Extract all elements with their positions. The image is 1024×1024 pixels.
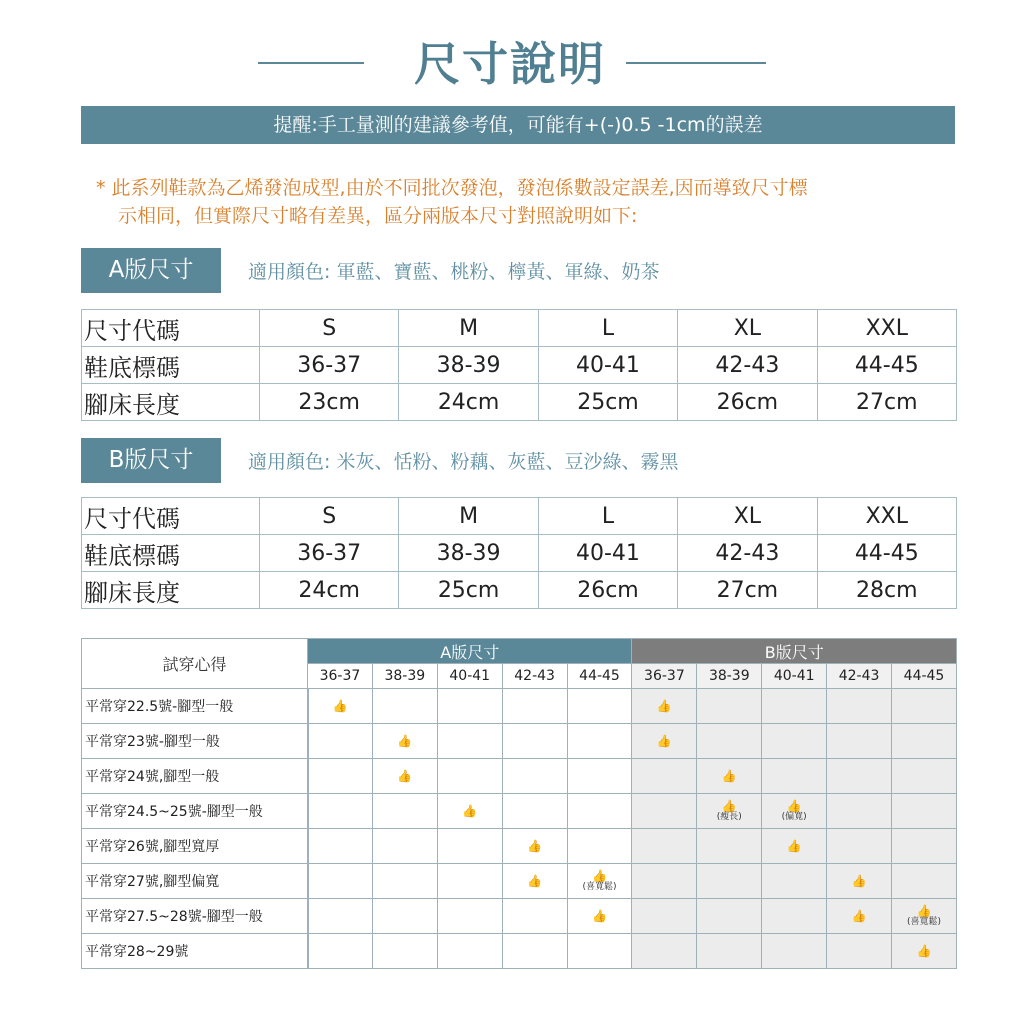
fit-cell-b <box>632 864 697 899</box>
note-line-2: 示相同，但實際尺寸略有差異，區分兩版本尺寸對照說明如下: <box>118 205 638 227</box>
fit-size-header-a: 38-39 <box>372 664 437 689</box>
fit-size-header-b: 42-43 <box>827 664 892 689</box>
fit-cell-b <box>892 759 957 794</box>
fit-cell-a <box>437 689 502 724</box>
fit-row <box>82 794 957 829</box>
measurement-reminder-banner: 提醒:手工量測的建議參考值，可能有+(-)0.5 -1cm的誤差 <box>81 106 955 144</box>
fit-cell-b <box>762 724 827 759</box>
fit-row-label: 平常穿23號-腳型一般 <box>82 724 308 759</box>
fit-cell-b <box>827 934 892 969</box>
fit-note-tag: (喜寬鬆) <box>906 916 942 927</box>
fit-row <box>82 689 957 724</box>
size-row-label: 鞋底標碼 <box>82 347 260 384</box>
fit-cell-b <box>827 724 892 759</box>
fit-row-label: 平常穿24號,腳型一般 <box>82 759 308 794</box>
fit-size-header-b: 36-37 <box>632 664 697 689</box>
thumbs-up-icon: 👍 <box>786 798 802 813</box>
fit-cell-b <box>632 724 697 759</box>
fit-cell-a <box>308 689 373 724</box>
fit-cell-a <box>567 689 632 724</box>
size-cell: 25cm <box>399 572 538 609</box>
title-right-rule <box>626 62 766 64</box>
fit-table-corner: 試穿心得 <box>82 639 308 689</box>
fit-cell-b <box>827 794 892 829</box>
fit-cell-a <box>437 899 502 934</box>
fit-cell-b <box>762 829 827 864</box>
size-row-label: 鞋底標碼 <box>82 535 260 572</box>
thumbs-up-icon: 👍 <box>656 734 672 748</box>
fit-cell-b <box>827 899 892 934</box>
size-row <box>82 310 957 347</box>
fit-row-label: 平常穿27.5~28號-腳型一般 <box>82 899 308 934</box>
size-cell: S <box>260 310 399 347</box>
version-a-colors: 適用顏色: 軍藍、寶藍、桃粉、檸黃、軍綠、奶茶 <box>248 261 660 283</box>
fit-cell-b <box>632 829 697 864</box>
fit-row-label: 平常穿26號,腳型寬厚 <box>82 829 308 864</box>
size-row <box>82 535 957 572</box>
fit-row <box>82 724 957 759</box>
fit-cell-a <box>502 759 567 794</box>
title-block <box>0 28 1024 92</box>
fit-cell-b <box>632 934 697 969</box>
fit-row-label: 平常穿22.5號-腳型一般 <box>82 689 308 724</box>
fit-cell-a <box>567 829 632 864</box>
size-cell: 38-39 <box>399 535 538 572</box>
size-cell: 44-45 <box>817 535 956 572</box>
size-cell: 23cm <box>260 384 399 421</box>
fit-row-label: 平常穿28~29號 <box>82 934 308 969</box>
fit-cell-a <box>372 864 437 899</box>
fit-row <box>82 864 957 899</box>
fit-cell-a <box>437 829 502 864</box>
size-row <box>82 347 957 384</box>
thumbs-up-icon: 👍 <box>397 769 413 783</box>
fit-cell-b <box>632 689 697 724</box>
version-a-badge: A版尺寸 <box>81 248 221 293</box>
thumbs-up-icon: 👍 <box>397 734 413 748</box>
thumbs-up-icon: 👍 <box>786 839 802 853</box>
fit-cell-a <box>372 794 437 829</box>
fit-size-header-b: 38-39 <box>697 664 762 689</box>
fit-cell-b <box>697 864 762 899</box>
thumbs-up-icon: 👍 <box>721 798 737 813</box>
fit-row <box>82 829 957 864</box>
size-cell: 24cm <box>260 572 399 609</box>
fit-cell-a <box>372 899 437 934</box>
size-cell: 25cm <box>538 384 677 421</box>
fit-cell-b <box>892 794 957 829</box>
size-cell: 27cm <box>817 384 956 421</box>
size-row <box>82 384 957 421</box>
size-cell: 26cm <box>538 572 677 609</box>
fit-group-b-header: B版尺寸 <box>632 639 957 664</box>
fit-cell-a <box>502 794 567 829</box>
fit-cell-b <box>697 724 762 759</box>
thumbs-up-icon: 👍 <box>332 699 348 713</box>
fit-cell-a <box>567 899 632 934</box>
thumbs-up-icon: 👍 <box>916 944 932 958</box>
fit-row <box>82 759 957 794</box>
fit-row-label: 平常穿24.5~25號-腳型一般 <box>82 794 308 829</box>
fit-cell-b <box>892 724 957 759</box>
size-cell: 36-37 <box>260 535 399 572</box>
size-row-label: 尺寸代碼 <box>82 310 260 347</box>
fit-cell-b <box>762 934 827 969</box>
size-row-label: 腳床長度 <box>82 384 260 421</box>
fit-cell-a <box>372 934 437 969</box>
size-cell: 24cm <box>399 384 538 421</box>
fit-size-header-b: 40-41 <box>762 664 827 689</box>
note-line-1: * 此系列鞋款為乙烯發泡成型,由於不同批次發泡，發泡係數設定誤差,因而導致尺寸標 <box>96 177 808 199</box>
size-cell: XL <box>678 310 817 347</box>
fit-note-tag: (偏寬) <box>781 811 807 822</box>
fit-size-header-a: 40-41 <box>437 664 502 689</box>
fit-size-header-a: 36-37 <box>308 664 373 689</box>
fit-row-label: 平常穿27號,腳型偏寬 <box>82 864 308 899</box>
fit-cell-b <box>892 689 957 724</box>
fit-cell-b <box>762 689 827 724</box>
fit-cell-a <box>567 934 632 969</box>
fit-cell-a <box>502 724 567 759</box>
fit-cell-b <box>827 829 892 864</box>
size-row <box>82 572 957 609</box>
size-cell: XXL <box>817 498 956 535</box>
page-title: 尺寸說明 <box>414 37 606 91</box>
fit-cell-a <box>502 934 567 969</box>
size-row-label: 腳床長度 <box>82 572 260 609</box>
size-cell: L <box>538 310 677 347</box>
size-cell: 42-43 <box>678 347 817 384</box>
fit-cell-b <box>892 829 957 864</box>
size-row-label: 尺寸代碼 <box>82 498 260 535</box>
fit-cell-b <box>697 794 762 829</box>
fit-feedback-table <box>81 638 957 969</box>
fit-cell-b <box>892 864 957 899</box>
fit-cell-a <box>502 689 567 724</box>
fit-group-a-header: A版尺寸 <box>308 639 632 664</box>
fit-cell-b <box>697 829 762 864</box>
version-b-badge: B版尺寸 <box>81 438 221 483</box>
size-cell: 44-45 <box>817 347 956 384</box>
fit-cell-a <box>502 864 567 899</box>
fit-cell-a <box>437 934 502 969</box>
fit-cell-a <box>372 829 437 864</box>
fit-cell-a <box>437 724 502 759</box>
size-cell: 36-37 <box>260 347 399 384</box>
fit-cell-b <box>632 794 697 829</box>
fit-cell-a <box>502 899 567 934</box>
fit-cell-b <box>632 759 697 794</box>
size-cell: 42-43 <box>678 535 817 572</box>
fit-cell-a <box>308 829 373 864</box>
title-left-rule <box>258 62 364 64</box>
fit-cell-b <box>762 864 827 899</box>
fit-cell-a <box>567 724 632 759</box>
fit-cell-b <box>632 899 697 934</box>
size-cell: 27cm <box>678 572 817 609</box>
fit-row <box>82 934 957 969</box>
fit-cell-b <box>892 899 957 934</box>
fit-cell-a <box>308 899 373 934</box>
size-cell: XXL <box>817 310 956 347</box>
fit-cell-a <box>567 864 632 899</box>
thumbs-up-icon: 👍 <box>851 874 867 888</box>
thumbs-up-icon: 👍 <box>462 804 478 818</box>
size-cell: M <box>399 498 538 535</box>
fit-cell-b <box>827 759 892 794</box>
thumbs-up-icon: 👍 <box>656 699 672 713</box>
fit-cell-b <box>762 794 827 829</box>
fit-size-header-a: 44-45 <box>567 664 632 689</box>
fit-cell-a <box>308 759 373 794</box>
size-cell: 28cm <box>817 572 956 609</box>
fit-cell-a <box>437 864 502 899</box>
thumbs-up-icon: 👍 <box>592 909 607 923</box>
fit-cell-a <box>308 934 373 969</box>
thumbs-up-icon: 👍 <box>721 769 737 783</box>
fit-cell-a <box>437 759 502 794</box>
fit-cell-a <box>308 724 373 759</box>
fit-size-header-a: 42-43 <box>502 664 567 689</box>
fit-cell-b <box>762 759 827 794</box>
fit-cell-b <box>697 899 762 934</box>
version-note <box>96 174 946 230</box>
fit-cell-b <box>827 864 892 899</box>
size-cell: 26cm <box>678 384 817 421</box>
fit-cell-a <box>437 794 502 829</box>
fit-cell-b <box>697 689 762 724</box>
fit-cell-a <box>567 794 632 829</box>
fit-note-tag: (喜寬鬆) <box>582 881 617 892</box>
fit-cell-a <box>308 864 373 899</box>
fit-cell-b <box>827 689 892 724</box>
size-cell: 38-39 <box>399 347 538 384</box>
size-row <box>82 498 957 535</box>
fit-cell-b <box>892 934 957 969</box>
thumbs-up-icon: 👍 <box>527 874 543 888</box>
size-cell: 40-41 <box>538 347 677 384</box>
fit-cell-b <box>697 759 762 794</box>
version-b-colors: 適用顏色: 米灰、恬粉、粉藕、灰藍、豆沙綠、霧黑 <box>248 451 679 473</box>
fit-cell-a <box>372 759 437 794</box>
fit-cell-a <box>372 724 437 759</box>
thumbs-up-icon: 👍 <box>527 839 543 853</box>
fit-cell-b <box>697 934 762 969</box>
fit-cell-a <box>308 794 373 829</box>
thumbs-up-icon: 👍 <box>592 868 607 883</box>
size-cell: M <box>399 310 538 347</box>
fit-cell-a <box>372 689 437 724</box>
size-cell: 40-41 <box>538 535 677 572</box>
size-cell: L <box>538 498 677 535</box>
fit-note-tag: (瘦長) <box>716 811 742 822</box>
thumbs-up-icon: 👍 <box>916 903 932 918</box>
fit-row <box>82 899 957 934</box>
thumbs-up-icon: 👍 <box>851 909 867 923</box>
size-cell: S <box>260 498 399 535</box>
fit-size-header-b: 44-45 <box>892 664 957 689</box>
fit-cell-a <box>567 759 632 794</box>
fit-cell-a <box>502 829 567 864</box>
version-b-size-table <box>81 497 957 609</box>
version-a-size-table <box>81 309 957 421</box>
size-cell: XL <box>678 498 817 535</box>
fit-cell-b <box>762 899 827 934</box>
